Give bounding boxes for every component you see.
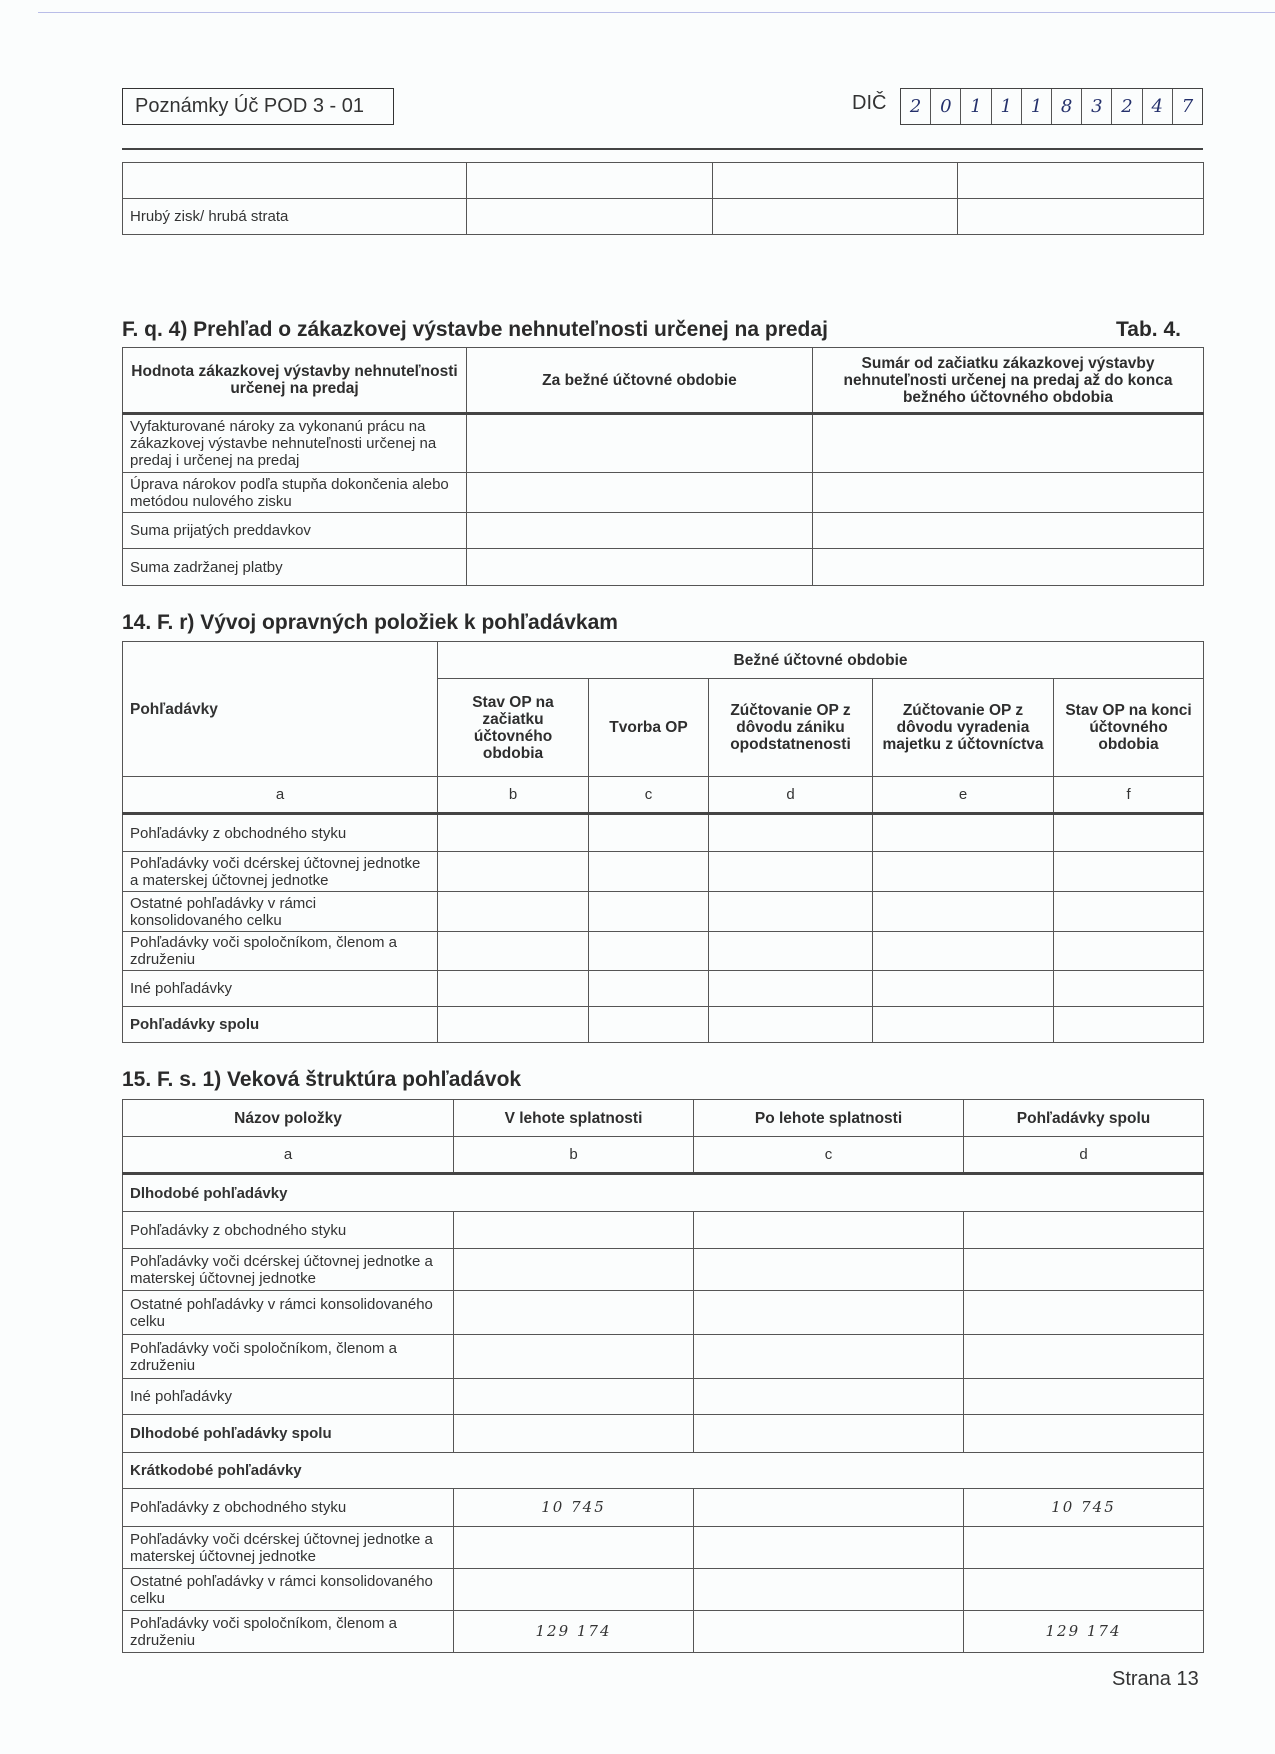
column-letter: b [454,1137,694,1174]
value-cell[interactable] [873,814,1054,852]
table-row [123,1335,1204,1379]
row-label: Pohľadávky spolu [123,1007,438,1043]
section-title-f-q-4: F. q. 4) Prehľad o zákazkovej výstavbe nehnuteľnosti určenej na predaj [122,318,828,341]
value-cell[interactable] [694,1335,964,1379]
section-title-14: 14. F. r) Vývoj opravných položiek k pohľadávkam [122,611,618,634]
section-title-15: 15. F. s. 1) Veková štruktúra pohľadávok [122,1068,522,1091]
dic-digit[interactable]: 8 [1052,89,1082,124]
value-cell[interactable] [964,1569,1204,1611]
value-cell[interactable] [438,1007,589,1043]
table-row [123,1249,1204,1291]
value-cell[interactable] [589,971,709,1007]
value-cell[interactable] [438,971,589,1007]
scan-top-line [38,12,1275,13]
value-cell[interactable] [964,1379,1204,1415]
table-row [123,1379,1204,1415]
row-label: Ostatné pohľadávky v rámci konsolidovaného celku [123,892,438,932]
row-label: Iné pohľadávky [123,971,438,1007]
table-row [123,1527,1204,1569]
table-row [123,814,1204,852]
row-label: Ostatné pohľadávky v rámci konsolidovaného celku [123,1569,454,1611]
table-header-row [123,1100,1204,1137]
column-header: Pohľadávky [123,642,438,777]
row-label: Iné pohľadávky [123,1379,454,1415]
value-cell[interactable] [1054,1007,1204,1043]
row-label: Pohľadávky voči dcérskej účtovnej jednotke a materskej účtovnej jednotke [123,1249,454,1291]
group-row [123,1174,1204,1212]
value-cell[interactable] [1054,892,1204,932]
value-cell[interactable] [589,1007,709,1043]
value-cell[interactable] [454,1415,694,1453]
value-cell[interactable] [709,892,873,932]
row-label: Dlhodobé pohľadávky spolu [123,1415,454,1453]
table-row [123,971,1204,1007]
value-cell[interactable] [964,1212,1204,1249]
value-cell[interactable] [589,852,709,892]
value-cell[interactable]: 10 745 [964,1489,1204,1527]
dic-digit[interactable]: 7 [1181,96,1194,117]
column-letter-row [123,777,1204,814]
value-cell[interactable]: 129 174 [454,1611,694,1653]
value-cell[interactable] [813,473,1204,513]
dic-digit[interactable]: 1 [992,89,1022,124]
value-cell[interactable] [964,1249,1204,1291]
value-cell[interactable]: 10 745 [454,1489,694,1527]
table-header-row [123,642,1204,679]
value-cell[interactable] [709,971,873,1007]
table-total-row [123,1007,1204,1043]
row-label: Pohľadávky voči spoločníkom, členom a združeniu [123,1335,454,1379]
value-cell[interactable] [964,1415,1204,1453]
column-letter: a [123,1137,454,1174]
dic-digit[interactable]: 2 [901,89,931,124]
table-row [123,513,1204,549]
dic-digit[interactable]: 2 [1112,89,1142,124]
column-letter: d [964,1137,1204,1174]
row-label: Pohľadávky voči spoločníkom, členom a združeniu [123,1611,454,1653]
row-label: Pohľadávky voči dcérskej účtovnej jednotke a materskej účtovnej jednotke [123,1527,454,1569]
value-cell[interactable] [589,892,709,932]
column-header: Tvorba OP [589,679,709,777]
row-label: Úprava nárokov podľa stupňa dokončenia alebo metódou nulového zisku [123,473,467,513]
value-cell[interactable] [813,549,1204,586]
column-letter: d [709,777,873,814]
table-row [123,199,1204,235]
group-label: Krátkodobé pohľadávky [123,1453,1204,1489]
column-letter: c [694,1137,964,1174]
value-cell[interactable] [1054,932,1204,971]
value-cell[interactable] [694,1527,964,1569]
dic-digit[interactable]: 3 [1082,89,1112,124]
value-cell[interactable] [438,892,589,932]
value-cell[interactable] [709,814,873,852]
row-label: Suma prijatých preddavkov [123,513,467,549]
value-cell[interactable] [467,549,813,586]
value-cell[interactable] [438,932,589,971]
value-cell[interactable] [454,1335,694,1379]
value-cell[interactable] [467,163,713,199]
table-row [123,852,1204,892]
table-header-row [123,348,1204,414]
table-row [123,163,1204,199]
row-label: Pohľadávky voči spoločníkom, členom a združeniu [123,932,438,971]
form-code: Poznámky Úč POD 3 - 01 [135,95,364,117]
value-cell[interactable] [454,1379,694,1415]
value-cell[interactable] [438,814,589,852]
table-row [123,1212,1204,1249]
value-cell[interactable] [467,473,813,513]
table-row [123,1489,1204,1527]
value-cell[interactable] [964,1335,1204,1379]
value-cell[interactable] [709,1007,873,1043]
column-header: Zúčtovanie OP z dôvodu vyradenia majetku z účtovníctva [873,679,1054,777]
row-label: Hrubý zisk/ hrubá strata [123,199,467,235]
value-cell[interactable] [958,199,1204,235]
value-cell[interactable] [964,1527,1204,1569]
column-letter: e [873,777,1054,814]
value-cell[interactable] [1054,852,1204,892]
value-cell[interactable] [694,1569,964,1611]
column-letter: c [589,777,709,814]
column-header: Sumár od začiatku zákazkovej výstavby nehnuteľnosti určenej na predaj až do konca bežného účtovného obdobia [813,348,1204,414]
value-cell[interactable] [709,932,873,971]
value-cell[interactable] [454,1527,694,1569]
row-label: Vyfakturované nároky za vykonanú prácu na zákazkovej výstavbe nehnuteľnosti určenej na predaj i určenej na predaj [123,414,467,473]
column-letter: b [438,777,589,814]
value-cell[interactable] [1054,971,1204,1007]
value-cell[interactable] [694,1212,964,1249]
row-label: Pohľadávky z obchodného styku [123,1212,454,1249]
group-header: Bežné účtovné obdobie [438,642,1204,679]
dic-label: DIČ [852,92,887,114]
row-label [123,163,467,199]
value-cell[interactable] [694,1611,964,1653]
header-divider [122,148,1203,150]
row-label: Pohľadávky z obchodného styku [123,814,438,852]
dic-digit[interactable]: 0 [931,89,961,124]
value-cell[interactable] [964,1291,1204,1335]
value-cell[interactable] [873,852,1054,892]
value-cell[interactable] [454,1249,694,1291]
value-cell[interactable] [709,852,873,892]
column-letter: a [123,777,438,814]
column-header: Stav OP na začiatku účtovného obdobia [438,679,589,777]
column-header: Za bežné účtovné obdobie [467,348,813,414]
table-row [123,549,1204,586]
row-label: Suma zadržanej platby [123,549,467,586]
column-header: Po lehote splatnosti [694,1100,964,1137]
value-cell[interactable] [873,1007,1054,1043]
value-cell[interactable] [467,199,713,235]
value-cell[interactable] [713,163,958,199]
value-cell[interactable] [873,932,1054,971]
table-row [123,1611,1204,1653]
table-row [123,414,1204,473]
row-label: Pohľadávky z obchodného styku [123,1489,454,1527]
group-label: Dlhodobé pohľadávky [123,1174,1204,1212]
value-cell[interactable] [467,513,813,549]
row-label: Ostatné pohľadávky v rámci konsolidovaného celku [123,1291,454,1335]
value-cell[interactable] [454,1212,694,1249]
dic-digit[interactable]: 1 [961,89,991,124]
column-header: Zúčtovanie OP z dôvodu zániku opodstatnenosti [709,679,873,777]
table-row [123,932,1204,971]
value-cell[interactable] [694,1489,964,1527]
value-cell[interactable] [873,971,1054,1007]
table-total-row [123,1415,1204,1453]
value-cell[interactable] [694,1415,964,1453]
table-row [123,1291,1204,1335]
table-row [123,892,1204,932]
value-cell[interactable] [813,414,1204,473]
tab-label: Tab. 4. [1116,318,1181,341]
value-cell[interactable] [589,814,709,852]
value-cell[interactable] [694,1379,964,1415]
table-row [123,1569,1204,1611]
form-code-box [122,88,394,125]
dic-digit[interactable]: 1 [1022,89,1052,124]
value-cell[interactable] [694,1291,964,1335]
column-letter-row [123,1137,1204,1174]
value-cell[interactable] [438,852,589,892]
column-header: Pohľadávky spolu [964,1100,1204,1137]
value-cell[interactable] [467,414,813,473]
value-cell[interactable] [958,163,1204,199]
value-cell[interactable] [873,892,1054,932]
value-cell[interactable] [454,1569,694,1611]
column-header: V lehote splatnosti [454,1100,694,1137]
column-letter: f [1054,777,1204,814]
dic-field[interactable] [900,88,1203,125]
value-cell[interactable] [713,199,958,235]
construction-table [122,347,1204,586]
gross-profit-table [122,162,1204,235]
aging-table [122,1099,1204,1653]
value-cell[interactable]: 129 174 [964,1611,1204,1653]
value-cell[interactable] [589,932,709,971]
value-cell[interactable] [813,513,1204,549]
group-row [123,1453,1204,1489]
column-header: Hodnota zákazkovej výstavby nehnuteľnosti určenej na predaj [123,348,467,414]
page-number: Strana 13 [1112,1668,1199,1690]
value-cell[interactable] [1054,814,1204,852]
value-cell[interactable] [454,1291,694,1335]
table-row [123,473,1204,513]
allowance-table [122,641,1204,1043]
dic-digit[interactable]: 4 [1143,89,1173,124]
row-label: Pohľadávky voči dcérskej účtovnej jednotke a materskej účtovnej jednotke [123,852,438,892]
column-header: Názov položky [123,1100,454,1137]
value-cell[interactable] [694,1249,964,1291]
column-header: Stav OP na konci účtovného obdobia [1054,679,1204,777]
